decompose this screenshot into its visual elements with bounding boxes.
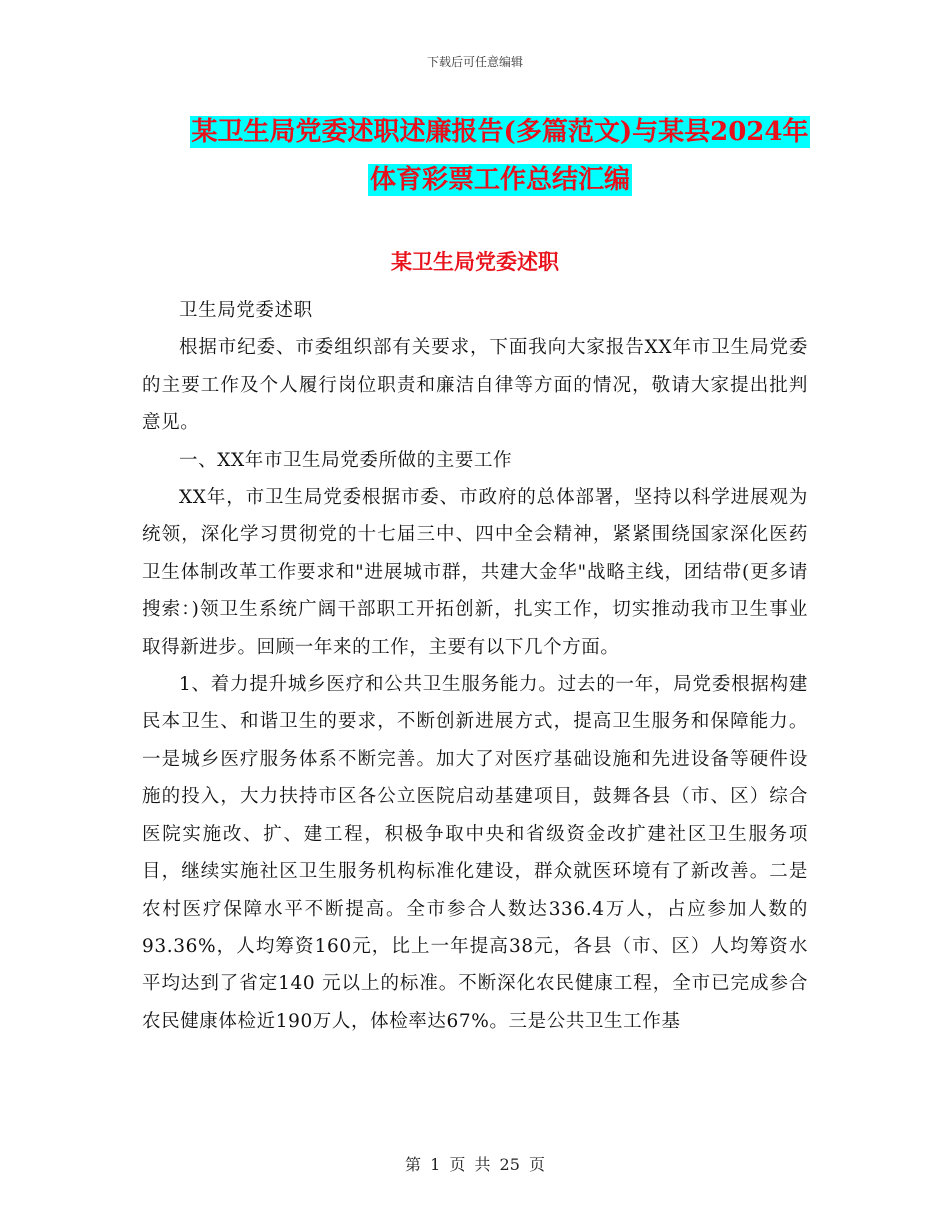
paragraph: XX年，市卫生局党委根据市委、市政府的总体部署，坚持以科学进展观为统领，深化学习贯彻党的十七届三中、四中全会精神，紧紧围绕国家深化医药卫生体制改革工作要求和"进展城市群，共建大金华"战略主线，团结带(更多请搜索：)领卫生系统广阔干部职工开拓创新，扎实工作，切实推动我市卫生事业取得新进步。回顾一年来的工作，主要有以下几个方面。	[142, 487, 808, 658]
section-title: 某卫生局党委述职	[391, 249, 559, 274]
document-title	[150, 108, 850, 204]
paragraph: 根据市纪委、市委组织部有关要求，下面我向大家报告XX年市卫生局党委的主要工作及个人履行岗位职责和廉洁自律等方面的情况，敬请大家提出批判意见。	[142, 337, 808, 434]
paragraph: 一、XX年市卫生局党委所做的主要工作	[179, 449, 513, 471]
document-title-line-2: 体育彩票工作总结汇编	[369, 165, 630, 195]
document-title-line-1: 某卫生局党委述职述廉报告(多篇范文)与某县2024年	[191, 117, 809, 147]
header-note: 下载后可任意编辑	[426, 55, 523, 69]
paragraph: 1、着力提升城乡医疗和公共卫生服务能力。过去的一年，局党委根据构建民本卫生、和谐卫生的要求，不断创新进展方式，提高卫生服务和保障能力。一是城乡医疗服务体系不断完善。加大了对医疗基础设施和先进设备等硬件设施的投入，大力扶持市区各公立医院启动基建项目，鼓舞各县（市、区）综合医院实施改、扩、建工程，积极争取中央和省级资金改扩建社区卫生服务项目，继续实施社区卫生服务机构标准化建设，群众就医环境有了新改善。二是农村医疗保障水平不断提高。全市参合人数达336.4万人，占应参加人数的93.36%，人均筹资160元，比上一年提高38元，各县（市、区）人均筹资水平均达到了省定140 元以上的标准。不断深化农民健康工程，全市已完成参合农民健康体检近190万人，体检率达67%。三是公共卫生工作基	[142, 674, 808, 1032]
page-footer: 第 1 页 共 25 页	[405, 1155, 545, 1174]
paragraph: 卫生局党委述职	[179, 300, 313, 321]
body-text	[142, 292, 808, 1040]
